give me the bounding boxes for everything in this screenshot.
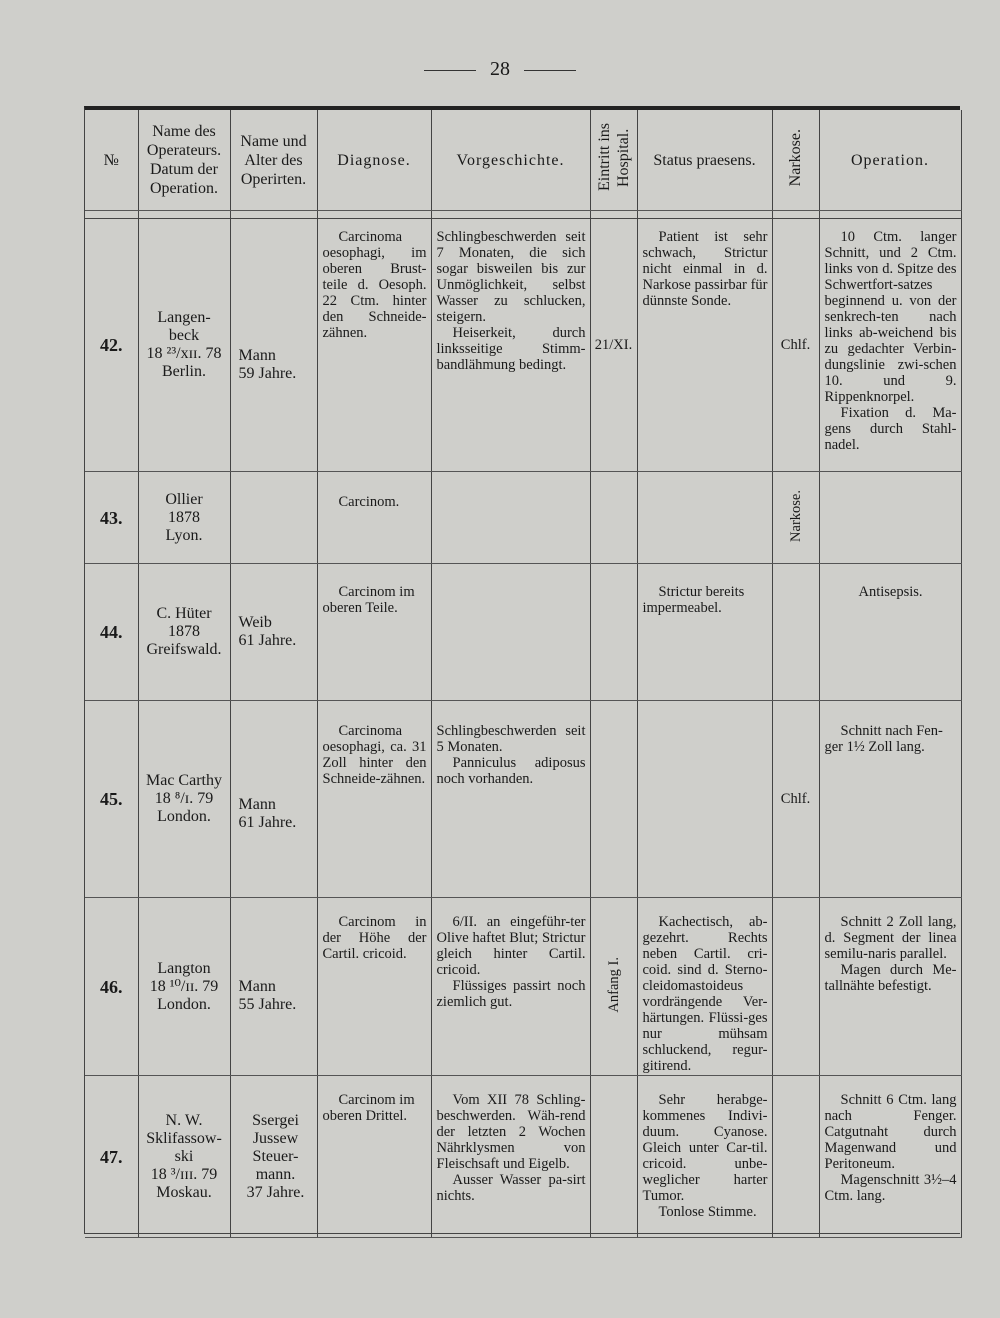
patient-cell: Mann 61 Jahre. [230,701,317,898]
page-number [0,58,1000,81]
vorgeschichte-cell [431,701,590,898]
header-narkose-text: Narkose. [787,128,804,187]
case-number: 46. [85,898,138,1076]
operator-cell: Mac Carthy 18 ⁸/ɪ. 79 London. [138,701,230,898]
page-number-text: 28 [490,58,510,80]
narkose-cell [772,898,819,1076]
diagnose-cell [317,898,431,1076]
operation-cell: Antisepsis. [819,564,961,701]
vorgeschichte-text: Panniculus adiposus noch vorhanden. [436,755,586,787]
operation-text: 10 Ctm. langer Schnitt, und 2 Ctm. links von d. Spitze des Schwertfort-satzes beginnend u. von der senkrech-ten nach links ab-weichend bis zu gedachter Verbin-dungslinie zwi-schen 10. und 9. Rippenknorpel. [824,229,957,405]
case-table-grid [85,110,962,1238]
table-row [85,701,961,898]
header-separator [85,211,961,219]
operation-cell [819,701,961,898]
header-no: № [85,110,138,211]
diagnose-cell [317,1076,431,1238]
operation-text: Schnitt 2 Zoll lang, d. Segment der linea semilu-naris parallel. [824,914,957,962]
diagnose-text: Carcinoma oesophagi, im oberen Brust-teile d. Oesoph. 22 Ctm. hinter den Schneide-zähnen. [322,229,427,341]
eintritt-text: Anfang I. [605,956,622,1013]
table-row [85,472,961,564]
case-number: 45. [85,701,138,898]
header-diagnose: Diagnose. [317,110,431,211]
diagnose-cell [317,472,431,564]
eintritt-cell [590,564,637,701]
header-operation: Operation. [819,110,961,211]
status-text: Strictur bereits impermeabel. [642,584,745,616]
operation-cell [819,898,961,1076]
diagnose-text: Carcinom in der Höhe der Cartil. cricoid. [322,914,427,962]
diagnose-cell [317,701,431,898]
status-text: Patient ist sehr schwach, Strictur nicht einmal in d. Narkose passirbar für dünnste Sonde. [642,229,768,309]
table-row [85,1076,961,1238]
patient-cell: Weib 61 Jahre. [230,564,317,701]
status-cell [637,898,772,1076]
case-table [84,106,960,1234]
narkose-text: Narkose. [787,489,804,542]
case-number: 42. [85,219,138,472]
diagnose-text: Carcinom im oberen Drittel. [322,1092,415,1124]
patient-cell: Mann 55 Jahre. [230,898,317,1076]
eintritt-cell [590,701,637,898]
operation-text: Magen durch Me-tallnähte befestigt. [824,962,957,994]
status-text: Tonlose Stimme. [658,1204,757,1220]
vorgeschichte-cell [431,219,590,472]
operation-cell [819,1076,961,1238]
diagnose-cell [317,219,431,472]
status-cell [637,701,772,898]
patient-cell [230,472,317,564]
header-patient: Name und Alter des Operirten. [230,110,317,211]
vorgeschichte-text: Schlingbeschwerden seit 7 Monaten, die sich sogar bisweilen bis zur Unmöglichkeit, selbst Wasser zu schlucken, steigern. [436,229,586,325]
operation-text: Schnitt 6 Ctm. lang nach Fenger. Catgutnaht durch Magenwand und Peritoneum. [824,1092,957,1172]
narkose-cell [772,1076,819,1238]
header-status: Status praesens. [637,110,772,211]
header-eintritt [590,110,637,211]
eintritt-cell [590,898,637,1076]
operation-cell [819,219,961,472]
operator-cell: Ollier 1878 Lyon. [138,472,230,564]
patient-cell: Ssergei Jussew Steuer- mann. 37 Jahre. [230,1076,317,1238]
vorgeschichte-cell [431,564,590,701]
vorgeschichte-text: Schlingbeschwerden seit 5 Monaten. [436,723,586,755]
vorgeschichte-cell [431,472,590,564]
operator-cell: C. Hüter 1878 Greifswald. [138,564,230,701]
case-number: 43. [85,472,138,564]
status-text: Kachectisch, ab-gezehrt. Rechts neben Cartil. cri-coid. sind d. Sterno-cleidomastoideus vordrängende Ver-härtungen. Flüssi-ges nur mühsam schluckend, regur-gitirend. [642,914,768,1074]
header-row [85,110,961,211]
operation-text: Magenschnitt 3½–4 Ctm. lang. [824,1172,957,1204]
narkose-cell [772,472,819,564]
diagnose-text: Carcinoma oesophagi, ca. 31 Zoll hinter den Schneide-zähnen. [322,723,427,787]
vorgeschichte-text: Vom XII 78 Schling-beschwerden. Wäh-rend der letzten 2 Wochen Nährklysmen von Fleischsaft und Eigelb. [436,1092,586,1172]
vorgeschichte-text: Flüssiges passirt noch ziemlich gut. [436,978,586,1010]
status-text: Sehr herabge-kommenes Indivi-duum. Cyanose. Gleich unter Car-til. cricoid. unbe-weglicher harter Tumor. [642,1092,768,1204]
operation-text: Fixation d. Ma-gens durch Stahl-nadel. [824,405,957,453]
page-number-rule-right [524,70,576,71]
narkose-cell: Chlf. [772,701,819,898]
vorgeschichte-text: Ausser Wasser pa-sirt nichts. [436,1172,586,1204]
status-cell [637,219,772,472]
operator-cell: Langton 18 ¹⁰/ɪɪ. 79 London. [138,898,230,1076]
header-narkose [772,110,819,211]
narkose-cell: Chlf. [772,219,819,472]
eintritt-cell [590,1076,637,1238]
eintritt-cell [590,472,637,564]
narkose-cell [772,564,819,701]
vorgeschichte-text: Heiserkeit, durch linksseitige Stimm-bandlähmung bedingt. [436,325,586,373]
case-number: 47. [85,1076,138,1238]
operator-cell: Langen- beck 18 ²³/xɪɪ. 78 Berlin. [138,219,230,472]
table-row [85,898,961,1076]
operation-cell [819,472,961,564]
vorgeschichte-cell [431,898,590,1076]
operation-text: Schnitt nach Fen-ger 1½ Zoll lang. [824,723,943,755]
status-cell [637,1076,772,1238]
table-row [85,219,961,472]
vorgeschichte-text: 6/II. an eingeführ-ter Olive haftet Blut; Strictur gleich hinter Cartil. cricoid. [436,914,586,978]
header-eintritt-text: Eintritt ins Hospital. [595,123,632,192]
header-vorgeschichte: Vorgeschichte. [431,110,590,211]
eintritt-cell: 21/XI. [590,219,637,472]
diagnose-text: Carcinom. [338,494,400,510]
operator-cell: N. W. Sklifassow- ski 18 ³/ɪɪɪ. 79 Moskau. [138,1076,230,1238]
header-operator: Name des Operateurs. Datum der Operation. [138,110,230,211]
vorgeschichte-cell [431,1076,590,1238]
table-row [85,564,961,701]
diagnose-cell [317,564,431,701]
page-number-rule-left [424,70,476,71]
status-cell [637,472,772,564]
patient-cell: Mann 59 Jahre. [230,219,317,472]
status-cell [637,564,772,701]
case-number: 44. [85,564,138,701]
diagnose-text: Carcinom im oberen Teile. [322,584,415,616]
